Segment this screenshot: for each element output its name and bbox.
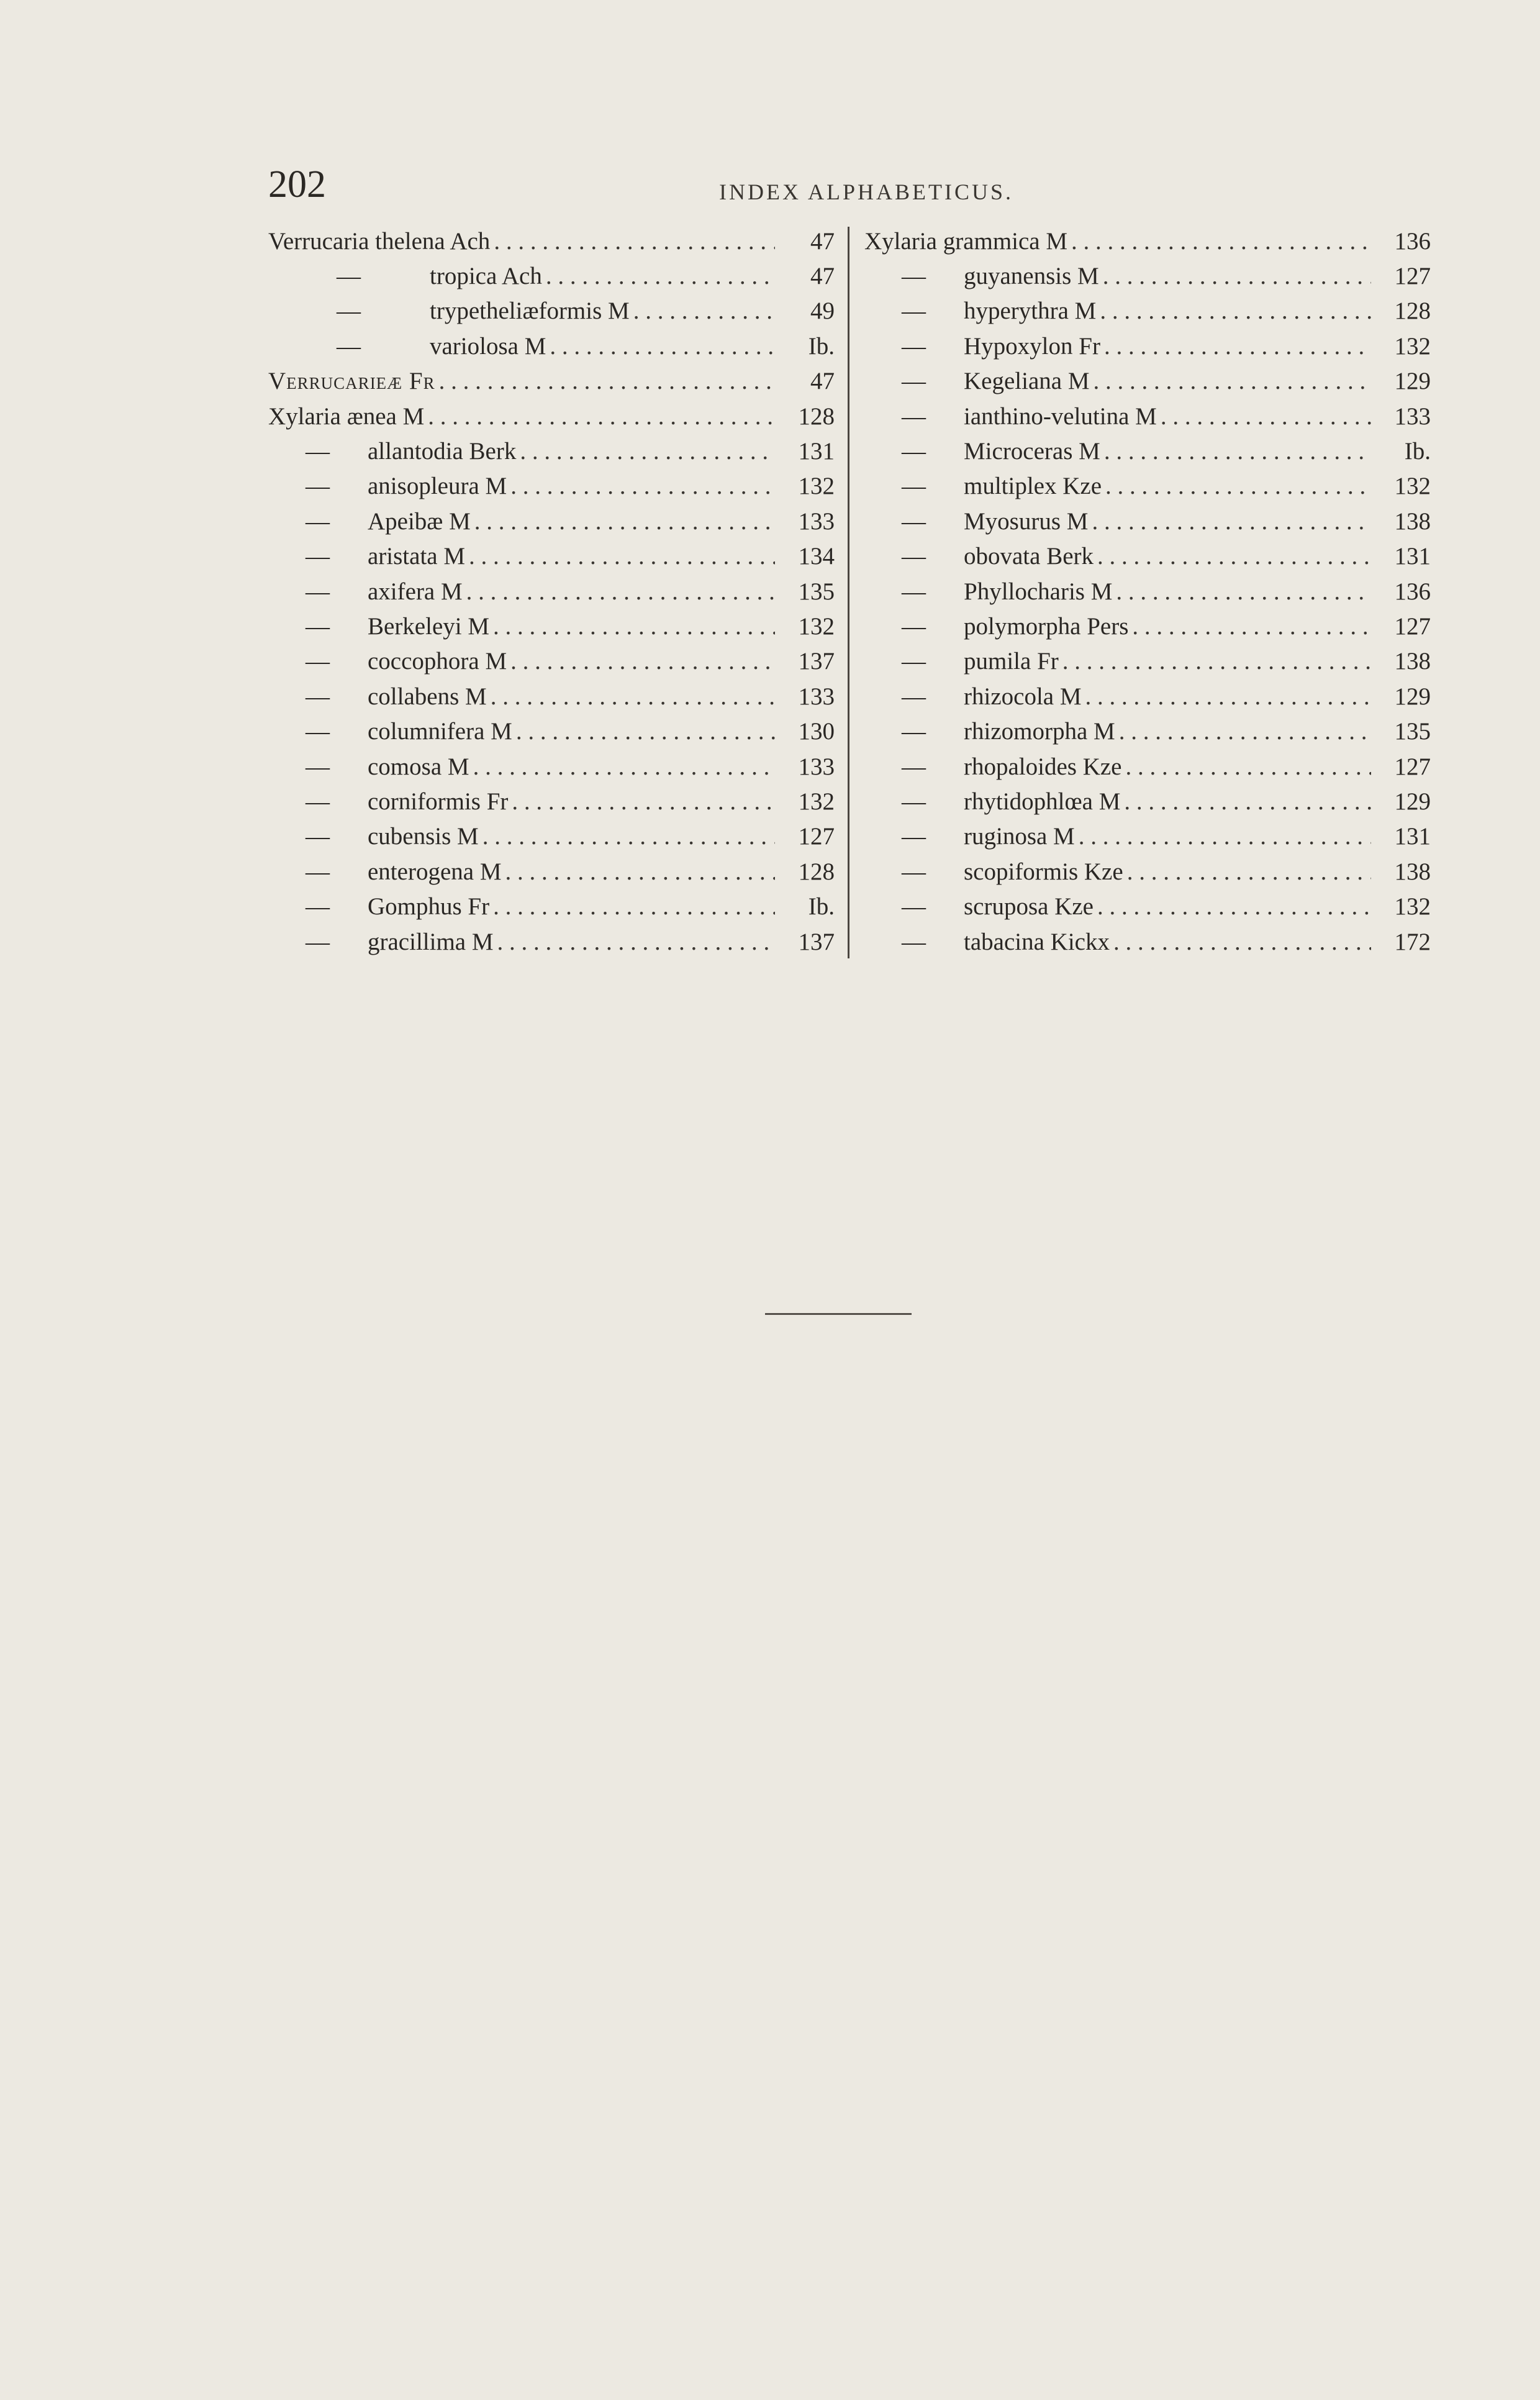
entry-name: Hypoxylon Fr [964, 332, 1100, 360]
dot-leader [491, 683, 775, 711]
dot-leader [1132, 612, 1371, 640]
entry-dash: — [306, 578, 330, 605]
index-entry [268, 224, 835, 258]
index-entry [268, 679, 835, 714]
entry-dash: — [902, 578, 926, 605]
entry-dash: — [902, 263, 926, 290]
dot-leader [469, 542, 775, 570]
entry-name: ianthino-velutina M [964, 402, 1157, 430]
index-entry [864, 399, 1431, 434]
index-entry [268, 819, 835, 854]
entry-page: 172 [1394, 928, 1431, 955]
entry-page: 136 [1394, 227, 1431, 255]
entry-page: 131 [1394, 543, 1431, 570]
entry-page: 130 [798, 718, 835, 745]
dot-leader [1079, 822, 1371, 850]
dot-leader [493, 612, 775, 640]
index-entry [864, 258, 1431, 293]
dot-leader [474, 507, 775, 535]
index-entry [864, 434, 1431, 468]
entry-name: rhopaloides Kze [964, 753, 1122, 780]
index-entry [864, 854, 1431, 889]
dot-leader [1092, 507, 1371, 535]
end-rule [765, 1313, 912, 1315]
dot-leader [505, 858, 776, 886]
entry-name: anisopleura M [368, 473, 507, 500]
entry-name: comosa M [368, 753, 469, 780]
index-entry [864, 924, 1431, 959]
index-entry [268, 469, 835, 504]
dot-leader [1113, 928, 1371, 956]
entry-name: Xylaria ænea M [268, 402, 425, 430]
index-entry [268, 609, 835, 643]
entry-name: cubensis M [368, 823, 479, 850]
entry-page: 128 [1394, 298, 1431, 325]
index-entry [864, 679, 1431, 714]
index-entry [268, 399, 835, 434]
index-column-left [268, 224, 835, 959]
entry-name: coccophora M [368, 648, 507, 675]
entry-dash: — [306, 507, 330, 535]
entry-page: 137 [798, 648, 835, 675]
index-entry [864, 294, 1431, 329]
dot-leader [428, 402, 775, 430]
dot-leader [516, 717, 775, 745]
entry-name: Verrucarieæ Fr [268, 368, 435, 395]
entry-name: Gomphus Fr [368, 893, 490, 920]
index-entry [864, 644, 1431, 679]
entry-dash: — [306, 683, 330, 710]
entry-page: 138 [1394, 858, 1431, 885]
entry-dash: — [902, 928, 926, 955]
entry-page: 127 [1394, 753, 1431, 780]
entry-name: tropica Ach [430, 263, 542, 290]
entry-name: Phyllocharis M [964, 578, 1113, 605]
entry-page: 131 [798, 438, 835, 465]
entry-page: 127 [1394, 263, 1431, 290]
index-column-right [864, 224, 1431, 959]
entry-page: 135 [1394, 718, 1431, 745]
entry-name: columnifera M [368, 718, 512, 745]
entry-dash: — [902, 438, 926, 465]
entry-dash: — [902, 858, 926, 885]
dot-leader [1104, 437, 1371, 465]
entry-dash: — [306, 718, 330, 745]
entry-name: Microceras M [964, 438, 1100, 465]
index-entry [268, 574, 835, 609]
entry-name: variolosa M [430, 332, 546, 360]
entry-name: Verrucaria thelena Ach [268, 227, 491, 255]
dot-leader [1126, 753, 1372, 781]
index-entry [864, 539, 1431, 574]
dot-leader [482, 822, 775, 850]
index-entry [864, 714, 1431, 748]
entry-dash: — [337, 263, 361, 290]
index-entry [864, 364, 1431, 399]
dot-leader [546, 262, 775, 290]
index-entry [268, 539, 835, 574]
dot-leader [550, 332, 775, 360]
entry-dash: — [902, 298, 926, 325]
page-number: 202 [268, 163, 326, 206]
entry-dash: — [306, 648, 330, 675]
entry-page: Ib. [808, 893, 835, 920]
entry-name: polymorpha Pers [964, 612, 1129, 640]
entry-page: 127 [798, 823, 835, 850]
entry-page: 133 [798, 753, 835, 780]
entry-name: gracillima M [368, 928, 494, 955]
entry-name: scopiformis Kze [964, 858, 1123, 885]
dot-leader [1127, 858, 1371, 886]
entry-dash: — [902, 332, 926, 360]
entry-dash: — [902, 507, 926, 535]
dot-leader [1071, 227, 1371, 255]
entry-name: guyanensis M [964, 263, 1099, 290]
entry-dash: — [306, 858, 330, 885]
index-entry [864, 574, 1431, 609]
dot-leader [494, 227, 775, 255]
entry-dash: — [902, 683, 926, 710]
entry-page: 47 [810, 227, 835, 255]
index-entry [268, 749, 835, 784]
entry-name: Myosurus M [964, 507, 1089, 535]
index-entry [268, 504, 835, 539]
entry-dash: — [306, 928, 330, 955]
dot-leader [1085, 683, 1371, 711]
index-entry [268, 364, 835, 399]
entry-name: rhizomorpha M [964, 718, 1115, 745]
entry-page: 132 [1394, 893, 1431, 920]
entry-dash: — [902, 788, 926, 815]
index-entry [268, 924, 835, 959]
index-entry [864, 609, 1431, 643]
entry-dash: — [902, 718, 926, 745]
entry-page: 132 [1394, 473, 1431, 500]
dot-leader [1062, 647, 1371, 675]
entry-dash: — [902, 823, 926, 850]
index-entry [268, 434, 835, 468]
entry-name: Xylaria grammica M [864, 227, 1068, 255]
dot-leader [633, 297, 775, 325]
entry-page: 127 [1394, 612, 1431, 640]
dot-leader [1116, 578, 1371, 606]
index-entry [864, 504, 1431, 539]
dot-leader [512, 788, 775, 816]
entry-dash: — [306, 473, 330, 500]
dot-leader [520, 437, 775, 465]
entry-name: allantodia Berk [368, 438, 517, 465]
entry-name: axifera M [368, 578, 463, 605]
entry-page: 47 [810, 263, 835, 290]
entry-page: 136 [1394, 578, 1431, 605]
index-entry [864, 329, 1431, 363]
dot-leader [473, 753, 775, 781]
entry-dash: — [306, 438, 330, 465]
entry-page: 129 [1394, 788, 1431, 815]
dot-leader [1104, 332, 1371, 360]
entry-page: 132 [1394, 332, 1431, 360]
dot-leader [439, 367, 775, 395]
entry-name: scruposa Kze [964, 893, 1094, 920]
index-entry [864, 749, 1431, 784]
entry-dash: — [306, 612, 330, 640]
index-entry [864, 224, 1431, 258]
dot-leader [1105, 472, 1371, 500]
entry-dash: — [337, 332, 361, 360]
index-entry [268, 854, 835, 889]
entry-page: 133 [1394, 402, 1431, 430]
entry-dash: — [902, 648, 926, 675]
entry-page: 135 [798, 578, 835, 605]
entry-page: 47 [810, 368, 835, 395]
entry-page: 131 [1394, 823, 1431, 850]
entry-name: tabacina Kickx [964, 928, 1110, 955]
entry-page: 129 [1394, 368, 1431, 395]
entry-page: 133 [798, 507, 835, 535]
dot-leader [1161, 402, 1371, 430]
entry-name: Kegeliana M [964, 368, 1090, 395]
entry-dash: — [902, 368, 926, 395]
dot-leader [1097, 542, 1371, 570]
entry-page: 128 [798, 858, 835, 885]
entry-dash: — [902, 543, 926, 570]
entry-dash: — [337, 298, 361, 325]
index-entry [268, 889, 835, 924]
entry-page: 133 [798, 683, 835, 710]
entry-dash: — [902, 612, 926, 640]
dot-leader [466, 578, 775, 606]
entry-page: 49 [810, 298, 835, 325]
entry-page: 138 [1394, 648, 1431, 675]
index-entry [864, 784, 1431, 819]
index-entry [268, 784, 835, 819]
dot-leader [1094, 367, 1371, 395]
entry-name: Berkeleyi M [368, 612, 490, 640]
entry-page: 134 [798, 543, 835, 570]
entry-name: Apeibæ M [368, 507, 471, 535]
dot-leader [1124, 788, 1371, 816]
entry-dash: — [306, 753, 330, 780]
entry-name: rhizocola M [964, 683, 1082, 710]
index-entry [864, 889, 1431, 924]
running-head: INDEX ALPHABETICUS. [719, 180, 1014, 204]
entry-dash: — [902, 753, 926, 780]
entry-page: 138 [1394, 507, 1431, 535]
entry-name: obovata Berk [964, 543, 1094, 570]
entry-page: 132 [798, 788, 835, 815]
entry-name: aristata M [368, 543, 466, 570]
dot-leader [1100, 297, 1371, 325]
entry-name: collabens M [368, 683, 487, 710]
index-entry [864, 469, 1431, 504]
column-divider [848, 227, 849, 958]
dot-leader [1119, 717, 1371, 745]
entry-page: 128 [798, 402, 835, 430]
entry-name: hyperythra M [964, 298, 1097, 325]
entry-name: trypetheliæformis M [430, 298, 630, 325]
entry-name: rhytidophlœa M [964, 788, 1121, 815]
index-entry [268, 329, 835, 363]
entry-page: 132 [798, 612, 835, 640]
index-entry [268, 258, 835, 293]
entry-dash: — [902, 893, 926, 920]
index-entry [268, 714, 835, 748]
dot-leader [510, 647, 775, 675]
dot-leader [493, 893, 775, 920]
entry-name: corniformis Fr [368, 788, 509, 815]
entry-name: multiplex Kze [964, 473, 1102, 500]
entry-page: 129 [1394, 683, 1431, 710]
entry-page: Ib. [808, 332, 835, 360]
entry-dash: — [306, 823, 330, 850]
entry-page: Ib. [1404, 438, 1431, 465]
index-entry [268, 294, 835, 329]
entry-dash: — [902, 473, 926, 500]
index-entry [268, 644, 835, 679]
entry-dash: — [306, 543, 330, 570]
dot-leader [1103, 262, 1371, 290]
entry-page: 137 [798, 928, 835, 955]
entry-page: 132 [798, 473, 835, 500]
entry-dash: — [306, 788, 330, 815]
dot-leader [510, 472, 775, 500]
dot-leader [497, 928, 775, 956]
entry-name: ruginosa M [964, 823, 1075, 850]
entry-dash: — [306, 893, 330, 920]
entry-dash: — [902, 402, 926, 430]
entry-name: pumila Fr [964, 648, 1059, 675]
entry-name: enterogena M [368, 858, 502, 885]
dot-leader [1097, 893, 1371, 920]
index-entry [864, 819, 1431, 854]
